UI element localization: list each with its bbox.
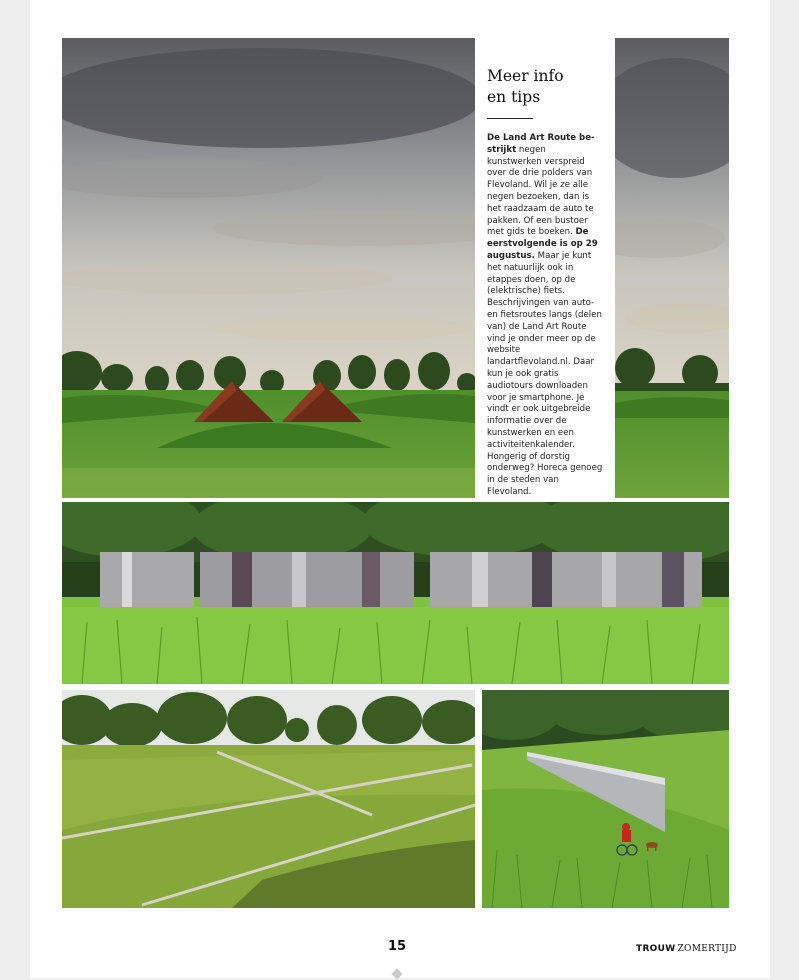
photo-metal-panels-reeds (62, 502, 729, 684)
photo-steel-sculpture-field (62, 38, 475, 498)
brand-trouw: TROUW (636, 944, 676, 954)
page-number: 15 (388, 939, 407, 954)
sidebar-title-line2: en tips (487, 88, 541, 106)
photo-grass-cross-paths (62, 690, 475, 908)
intro-text: negen kunstwerken verspreid over de drie polders van Flevoland. Wil je ze alle negen bezoeken, dan is het raadzaam de auto te pakken. Of een bustoer met gids te boeken. (487, 144, 594, 238)
publication-brand (636, 943, 737, 954)
photo-wall-cyclist-dog (482, 690, 729, 908)
info-sidebar (476, 38, 614, 498)
sidebar-title-line1: Meer info (487, 67, 564, 85)
body-text: Maar je kunt het natuurlijk ook in etappes doen, op de (elektrische) fiets. Beschrijvingen van auto- en fietsroutes langs (delen van) de Land Art Route vind je onder meer op de website landartflevoland.nl. Daar kun je ook gratis audiotours downloaden voor je smartphone. Je vindt er ook uitgebreide informatie over de kunstwerken en een activiteitenkalender. Hongerig of dorstig onderweg? Horeca genoeg in de steden van Flevoland. (487, 250, 603, 497)
sidebar-body (487, 133, 603, 499)
title-divider (487, 118, 533, 119)
date-bold: De eerstvolgende is op 29 augustus. (487, 227, 598, 261)
sidebar-title (487, 66, 614, 108)
intro-bold: De Land Art Route be-strijkt (487, 133, 595, 155)
photo-steel-sculpture-field-continued (615, 38, 729, 498)
brand-zomertijd: ZOMERTIJD (677, 944, 737, 954)
